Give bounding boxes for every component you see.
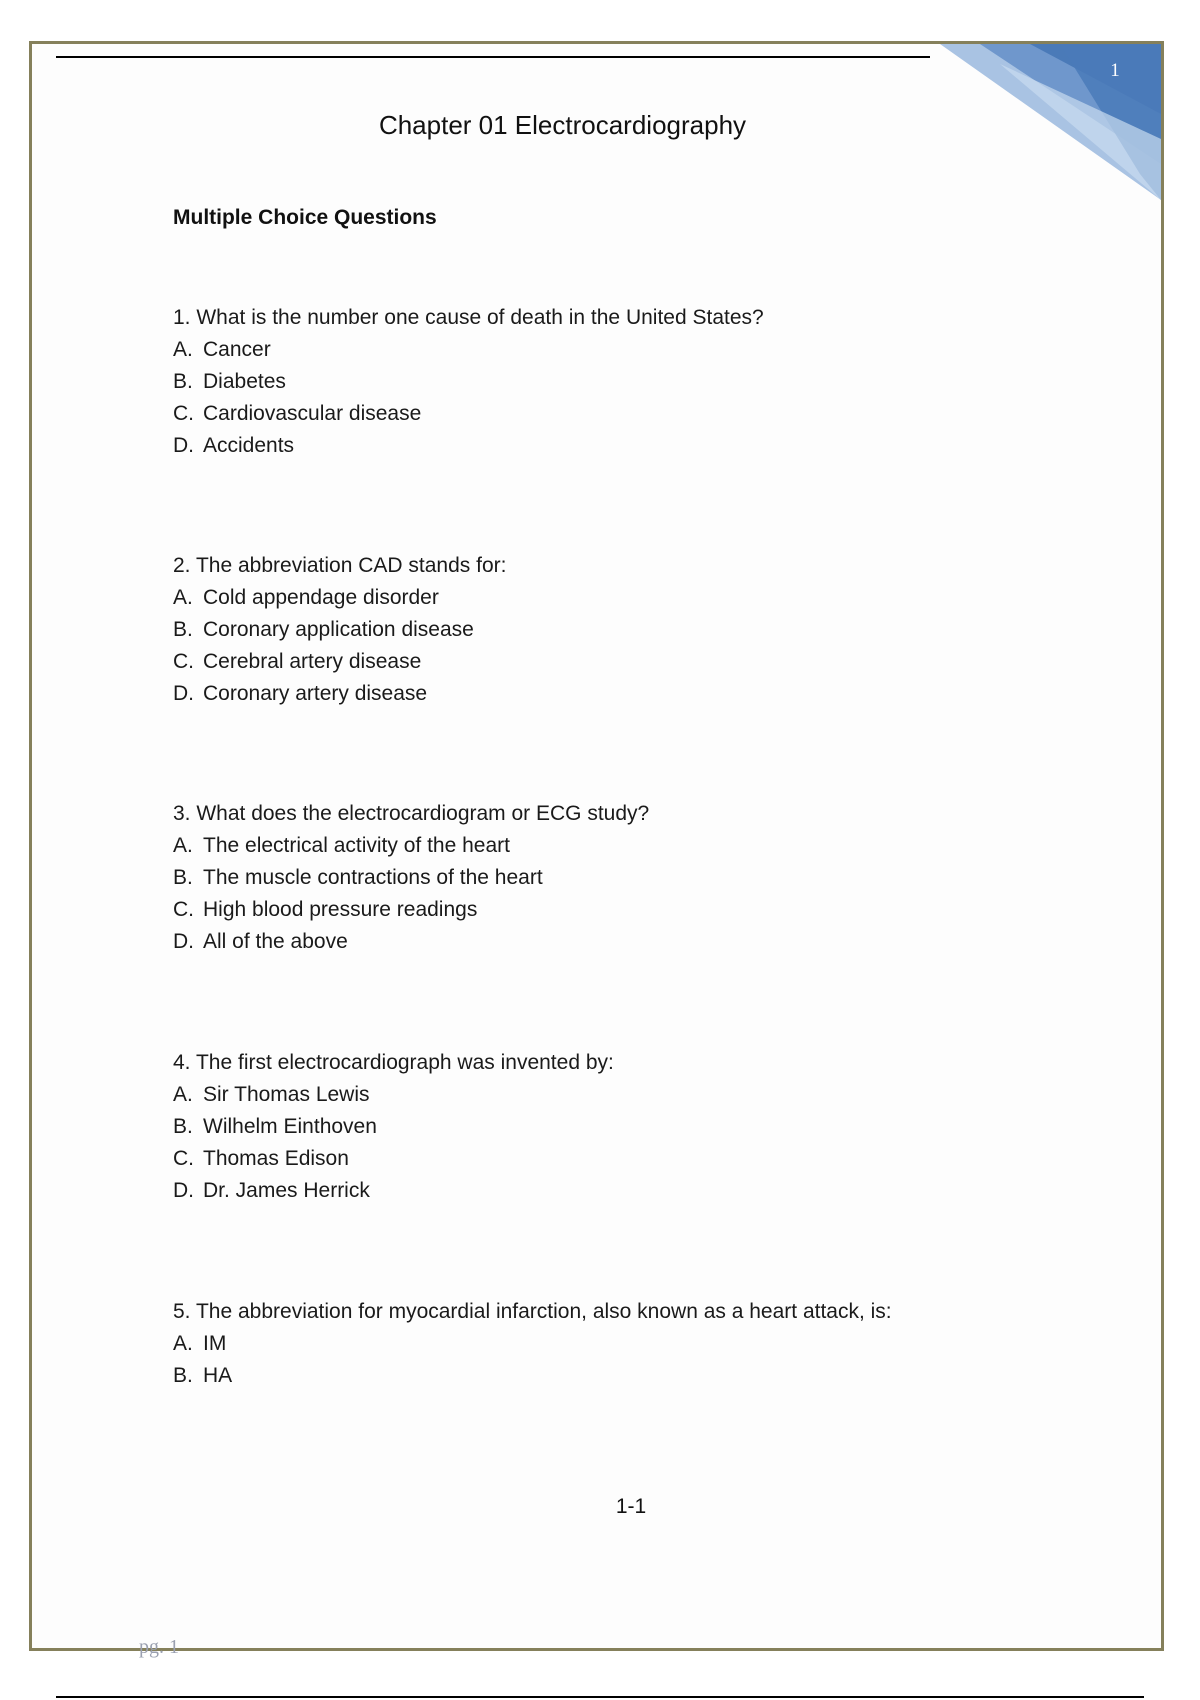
option-text: The muscle contractions of the heart	[203, 866, 543, 889]
option-letter: D.	[173, 682, 194, 705]
option-letter: B.	[173, 1115, 193, 1138]
question-text: 1. What is the number one cause of death in the United States?	[173, 306, 764, 329]
option-text: Accidents	[203, 434, 295, 457]
question-2	[173, 550, 1073, 710]
question-3	[173, 798, 1073, 958]
option	[173, 366, 1073, 398]
option-text: Sir Thomas Lewis	[203, 1083, 370, 1106]
option-text: All of the above	[203, 930, 348, 953]
option-text: Cardiovascular disease	[203, 402, 422, 425]
option-text: Dr. James Herrick	[203, 1179, 370, 1202]
option	[173, 894, 1073, 926]
option-letter: B.	[173, 370, 193, 393]
option-letter: A.	[173, 338, 193, 361]
document-title: Chapter 01 Electrocardiography	[378, 110, 747, 140]
option	[173, 862, 1073, 894]
option	[173, 1328, 1073, 1360]
option-letter: D.	[173, 1179, 194, 1202]
option-text: High blood pressure readings	[203, 898, 478, 921]
option-letter: B.	[173, 866, 193, 889]
option-letter: A.	[173, 834, 193, 857]
question-text: 2. The abbreviation CAD stands for:	[173, 554, 507, 577]
option-text: Cold appendage disorder	[203, 586, 439, 609]
option	[173, 582, 1073, 614]
option-text: HA	[203, 1364, 233, 1387]
question-4	[173, 1047, 1073, 1207]
question-text: 5. The abbreviation for myocardial infarction, also known as a heart attack, is:	[173, 1300, 892, 1323]
footer-page-number: pg. 1	[139, 1636, 179, 1658]
option-letter: C.	[173, 402, 194, 425]
option	[173, 1079, 1073, 1111]
option-letter: C.	[173, 650, 194, 673]
option-text: Thomas Edison	[203, 1147, 349, 1170]
option-text: Cerebral artery disease	[203, 650, 422, 673]
question-5	[173, 1296, 1073, 1392]
question-text: 3. What does the electrocardiogram or ECG study?	[173, 802, 650, 825]
question-1	[173, 302, 1073, 462]
question-text: 4. The first electrocardiograph was invented by:	[173, 1051, 614, 1074]
option-letter: C.	[173, 898, 194, 921]
option-text: The electrical activity of the heart	[203, 834, 510, 857]
option	[173, 646, 1073, 678]
option	[173, 830, 1073, 862]
option	[173, 678, 1073, 710]
option	[173, 334, 1073, 366]
corner-page-number: 1	[1110, 60, 1120, 81]
option-text: Diabetes	[203, 370, 286, 393]
option-letter: D.	[173, 434, 194, 457]
option	[173, 1111, 1073, 1143]
option-letter: A.	[173, 586, 193, 609]
option	[173, 430, 1073, 462]
option-text: IM	[203, 1332, 227, 1355]
option-text: Coronary artery disease	[203, 682, 428, 705]
page-label: 1-1	[615, 1495, 647, 1518]
option-letter: A.	[173, 1332, 193, 1355]
option	[173, 398, 1073, 430]
option	[173, 1175, 1073, 1207]
option-text: Cancer	[203, 338, 271, 361]
option	[173, 1143, 1073, 1175]
option	[173, 926, 1073, 958]
option-text: Wilhelm Einthoven	[203, 1115, 377, 1138]
option-text: Coronary application disease	[203, 618, 474, 641]
option-letter: A.	[173, 1083, 193, 1106]
option-letter: C.	[173, 1147, 194, 1170]
option-letter: B.	[173, 1364, 193, 1387]
option-letter: D.	[173, 930, 194, 953]
option	[173, 1360, 1073, 1392]
footer-rule	[56, 1696, 1144, 1698]
section-heading: Multiple Choice Questions	[173, 206, 437, 229]
header-rule	[56, 56, 930, 58]
option-letter: B.	[173, 618, 193, 641]
option	[173, 614, 1073, 646]
